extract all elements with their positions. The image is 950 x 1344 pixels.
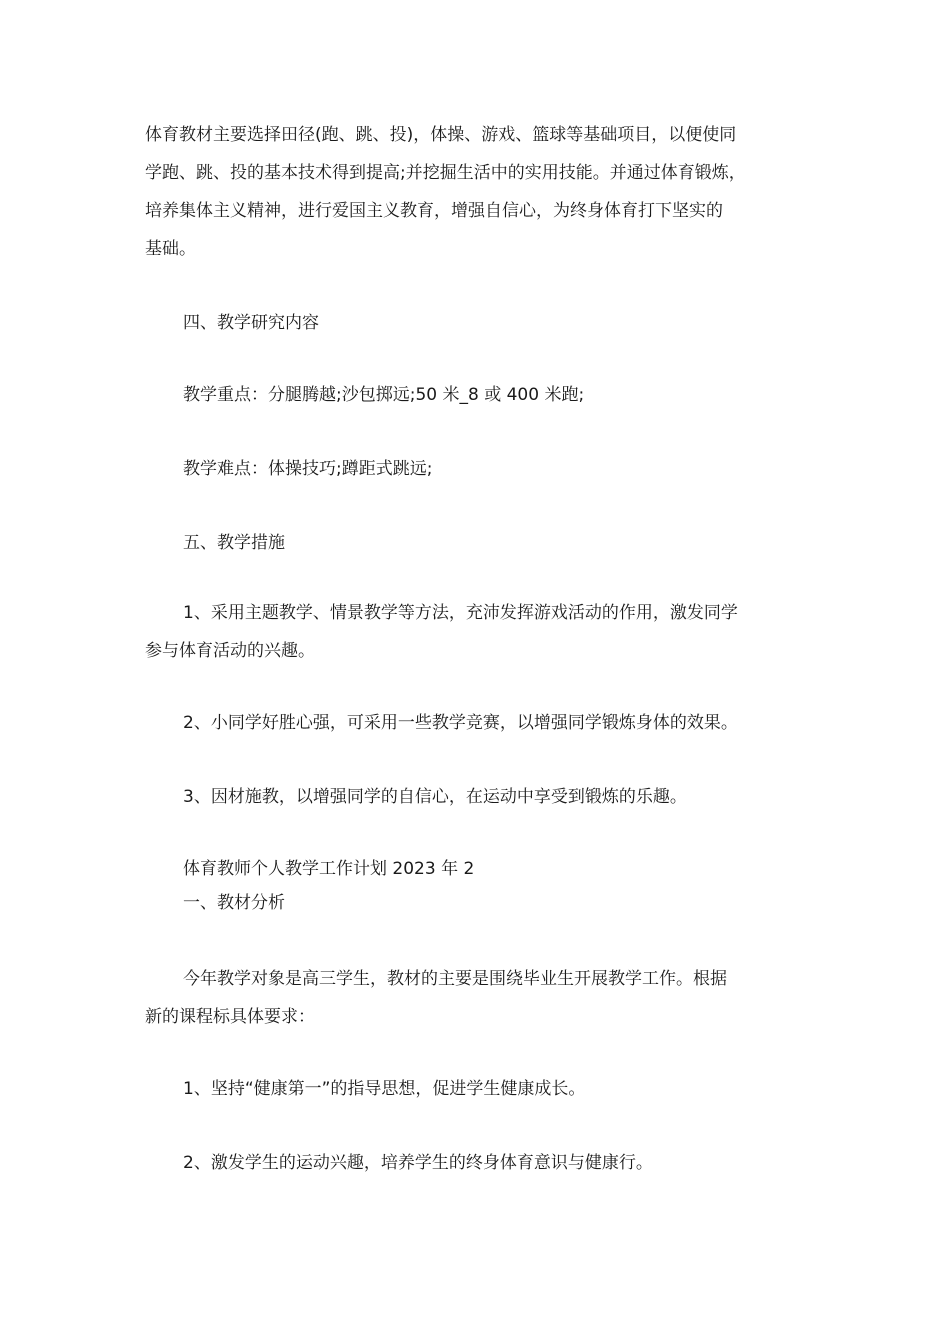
measure-item-2-text: 2、小同学好胜心强，可采用一些教学竞赛，以增强同学锻炼身体的效果。 xyxy=(183,713,738,733)
plan2-item-2-text: 2、激发学生的运动兴趣，培养学生的终身体育意识与健康行。 xyxy=(183,1153,653,1173)
plan2-heading-1: 一、教材分析 xyxy=(183,893,285,913)
plan2-paragraph-line-2: 新的课程标具体要求： xyxy=(145,1007,315,1027)
plan2-item-1 xyxy=(145,1070,853,1108)
key-points-paragraph xyxy=(145,376,853,414)
key-points-text: 教学重点：分腿腾越;沙包掷远;50 米_8 或 400 米跑; xyxy=(183,385,585,405)
measure-item-1 xyxy=(145,594,815,670)
section5-heading-text: 五、教学措施 xyxy=(183,533,285,553)
section5-heading xyxy=(145,524,853,562)
intro-line-2: 学跑、跳、投的基本技术得到提高;并挖掘生活中的实用技能。并通过体育锻炼， xyxy=(145,163,746,183)
plan2-title-block xyxy=(145,852,853,920)
plan2-title: 体育教师个人教学工作计划 2023 年 2 xyxy=(183,859,475,879)
intro-paragraph xyxy=(145,116,815,268)
measure-item-3-text: 3、因材施教，以增强同学的自信心，在运动中享受到锻炼的乐趣。 xyxy=(183,787,687,807)
difficult-points-text: 教学难点：体操技巧;蹲距式跳远; xyxy=(183,459,433,479)
plan2-item-2 xyxy=(145,1144,853,1182)
plan2-item-1-text: 1、坚持“健康第一”的指导思想，促进学生健康成长。 xyxy=(183,1079,586,1099)
intro-line-1: 体育教材主要选择田径(跑、跳、投)，体操、游戏、篮球等基础项目，以便使同 xyxy=(145,125,737,145)
measure-item-3 xyxy=(145,778,853,816)
intro-line-3: 培养集体主义精神，进行爱国主义教育，增强自信心，为终身体育打下坚实的 xyxy=(145,201,723,221)
section4-heading xyxy=(145,304,853,342)
difficult-points-paragraph xyxy=(145,450,853,488)
plan2-paragraph xyxy=(145,960,815,1036)
measure-item-1-line-1: 1、采用主题教学、情景教学等方法，充沛发挥游戏活动的作用，激发同学 xyxy=(183,603,738,623)
section4-heading-text: 四、教学研究内容 xyxy=(183,313,319,333)
plan2-paragraph-line-1: 今年教学对象是高三学生，教材的主要是围绕毕业生开展教学工作。根据 xyxy=(183,969,727,989)
intro-line-4: 基础。 xyxy=(145,239,196,259)
measure-item-2 xyxy=(145,704,853,742)
measure-item-1-line-2: 参与体育活动的兴趣。 xyxy=(145,641,315,661)
